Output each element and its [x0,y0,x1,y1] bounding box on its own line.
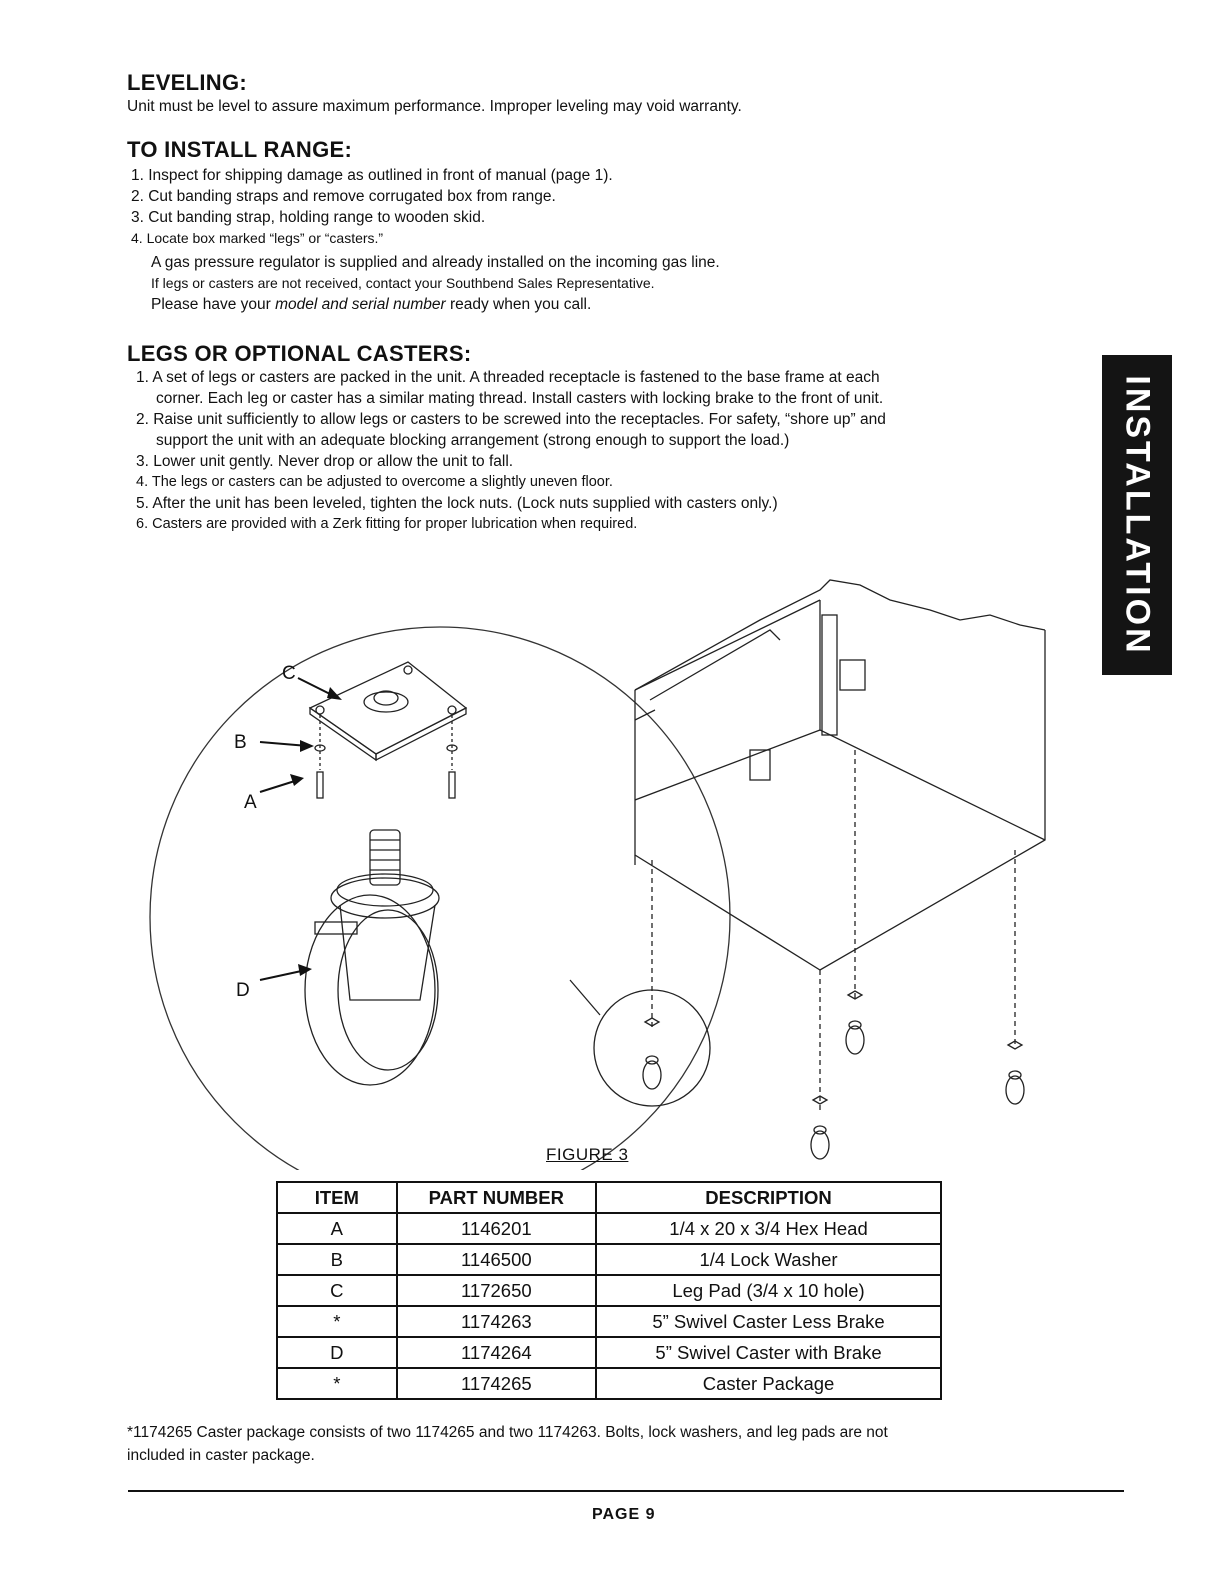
install-step: 2. Cut banding straps and remove corrugated box from range. [131,188,556,205]
install-note: A gas pressure regulator is supplied and already installed on the incoming gas line. [151,254,720,271]
install-step: 3. Cut banding strap, holding range to wooden skid. [131,209,486,226]
legs-line: 4. The legs or casters can be adjusted to overcome a slightly uneven floor. [136,474,613,490]
header-part-number: PART NUMBER [397,1182,596,1213]
cell-item: A [277,1213,397,1244]
caster-drawing [305,830,439,1085]
label-c: C [282,663,296,684]
label-a: A [244,792,257,813]
note-italic: model and serial number [275,296,446,313]
installation-side-tab [1102,355,1172,675]
table-row [277,1275,941,1306]
legs-line: support the unit with an adequate blocking arrangement (strong enough to support the load.) [156,432,790,449]
header-description: DESCRIPTION [596,1182,941,1213]
bolts-washers-drawing [315,715,457,798]
leveling-text: Unit must be level to assure maximum performance. Improper leveling may void warranty. [127,98,742,115]
install-step: 4. Locate box marked “legs” or “casters.” [131,230,384,246]
cell-description: Leg Pad (3/4 x 10 hole) [596,1275,941,1306]
parts-table [276,1181,942,1400]
install-step: 1. Inspect for shipping damage as outlined in front of manual (page 1). [131,167,613,184]
footnote [127,1421,888,1467]
cell-item: C [277,1275,397,1306]
leg-pad-drawing [310,662,466,760]
footnote-line: included in caster package. [127,1447,315,1464]
note-prefix: Please have your [151,296,276,313]
cell-part-number: 1146201 [397,1213,596,1244]
install-range-heading: TO INSTALL RANGE: [127,137,353,162]
table-row [277,1213,941,1244]
table-row [277,1337,941,1368]
cell-item: B [277,1244,397,1275]
install-steps-list [131,165,613,249]
figure-3-illustration [130,560,1060,1170]
cell-part-number: 1174263 [397,1306,596,1337]
cell-item: * [277,1368,397,1399]
table-row [277,1368,941,1399]
table-header-row [277,1182,941,1213]
side-tab-label: INSTALLATION [1118,374,1157,656]
range-body-drawing [635,580,1045,970]
cell-item: D [277,1337,397,1368]
cell-description: Caster Package [596,1368,941,1399]
note-suffix: ready when you call. [445,296,592,313]
figure-caption: FIGURE 3 [546,1145,629,1164]
legs-heading: LEGS OR OPTIONAL CASTERS: [127,341,472,366]
cell-description: 1/4 x 20 x 3/4 Hex Head [596,1213,941,1244]
callout-arrows [260,678,338,980]
page-number: PAGE 9 [592,1506,656,1523]
footer-rule [128,1490,1124,1492]
label-d: D [236,980,250,1001]
table-row [277,1244,941,1275]
cell-description: 5” Swivel Caster Less Brake [596,1306,941,1337]
cell-part-number: 1146500 [397,1244,596,1275]
legs-line: 5. After the unit has been leveled, tighten the lock nuts. (Lock nuts supplied with casters only.) [136,495,778,512]
install-notes-list [151,252,720,315]
legs-line: 6. Casters are provided with a Zerk fitting for proper lubrication when required. [136,516,638,532]
magnify-circle [150,627,730,1170]
cell-part-number: 1174265 [397,1368,596,1399]
cell-part-number: 1174264 [397,1337,596,1368]
legs-line: 3. Lower unit gently. Never drop or allow the unit to fall. [136,453,514,470]
legs-line: 2. Raise unit sufficiently to allow legs or casters to be screwed into the receptacles. For safety, “shore up” and [136,411,886,428]
cell-description: 5” Swivel Caster with Brake [596,1337,941,1368]
legs-steps-list [136,367,886,535]
cell-item: * [277,1306,397,1337]
install-note: If legs or casters are not received, contact your Southbend Sales Representative. [151,275,655,291]
cell-description: 1/4 Lock Washer [596,1244,941,1275]
legs-line: corner. Each leg or caster has a similar mating thread. Install casters with locking brake to the front of unit. [156,390,884,407]
footnote-line: *1174265 Caster package consists of two 1174265 and two 1174263. Bolts, lock washers, and leg pads are not [127,1424,888,1441]
install-note-model-serial [151,294,720,315]
cell-part-number: 1172650 [397,1275,596,1306]
label-b: B [234,732,247,753]
leveling-heading: LEVELING: [127,70,248,95]
table-row [277,1306,941,1337]
legs-line: 1. A set of legs or casters are packed in the unit. A threaded receptacle is fastened to the base frame at each [136,369,880,386]
header-item: ITEM [277,1182,397,1213]
